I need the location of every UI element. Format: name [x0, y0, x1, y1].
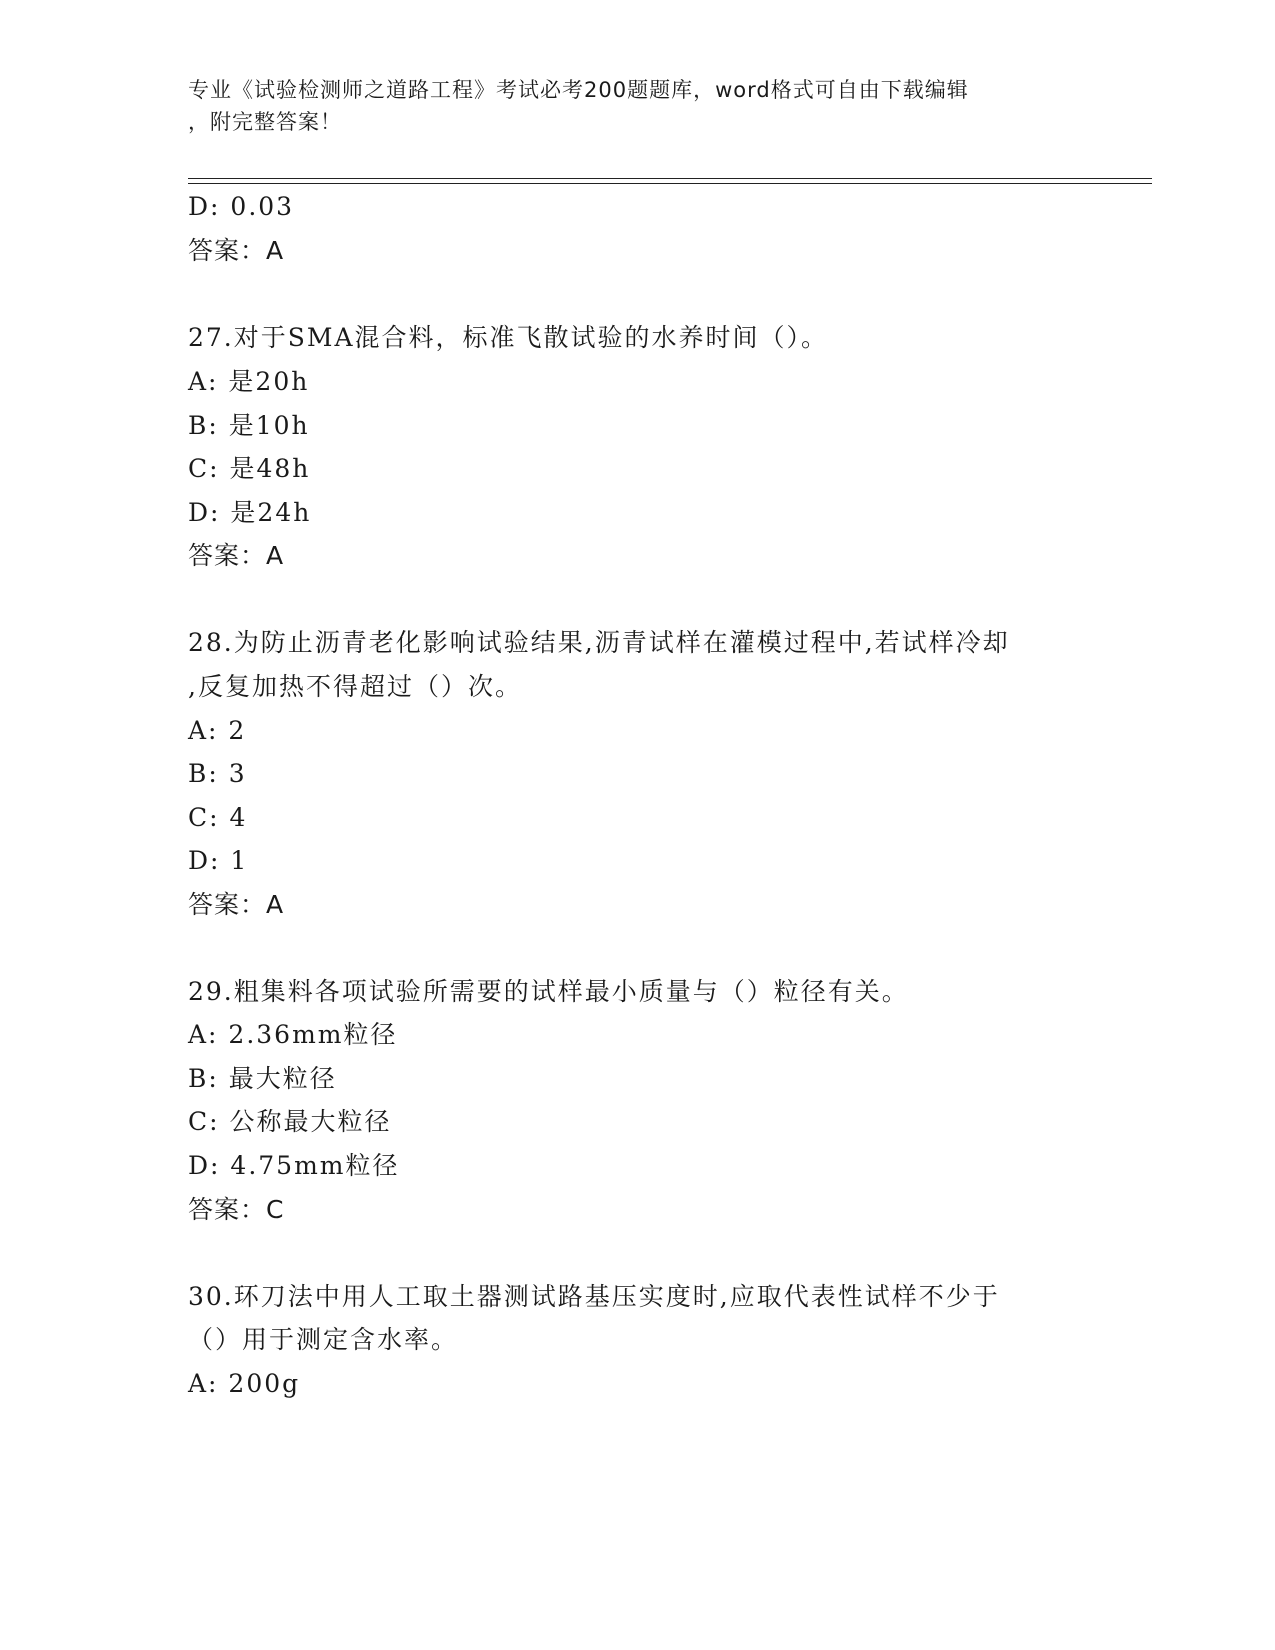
question-28-answer: 答案：A [188, 890, 285, 919]
prev-question-answer: 答案：A [188, 236, 285, 265]
header-divider-top [188, 178, 1152, 179]
header-title-line-2: ，附完整答案！ [188, 110, 342, 134]
question-27-option-b: B: 是10h [188, 411, 310, 440]
question-29-option-d: D: 4.75mm粒径 [188, 1151, 400, 1180]
question-30-stem-line-2: （）用于测定含水率。 [188, 1325, 459, 1354]
question-27-option-a: A: 是20h [188, 367, 310, 396]
question-28-option-b: B: 3 [188, 759, 247, 788]
question-29-answer: 答案：C [188, 1195, 285, 1224]
question-27-option-d: D: 是24h [188, 498, 312, 527]
question-27-stem: 27.对于SMA混合料，标准飞散试验的水养时间（）。 [188, 323, 829, 352]
question-27-option-c: C: 是48h [188, 454, 311, 483]
question-29-stem: 29.粗集料各项试验所需要的试样最小质量与（）粒径有关。 [188, 977, 909, 1006]
prev-question-option-d: D: 0.03 [188, 192, 295, 221]
question-28-option-c: C: 4 [188, 803, 248, 832]
question-29-option-c: C: 公称最大粒径 [188, 1107, 392, 1136]
header-title-line-1: 专业《试验检测师之道路工程》考试必考200题题库，word格式可自由下载编辑 [188, 78, 969, 102]
question-28-option-a: A: 2 [188, 716, 247, 745]
header-divider-bottom [188, 183, 1152, 184]
question-27-answer: 答案：A [188, 541, 285, 570]
question-29-option-b: B: 最大粒径 [188, 1064, 337, 1093]
document-header [188, 74, 1068, 138]
question-30-option-a: A: 200g [188, 1369, 301, 1398]
question-28-option-d: D: 1 [188, 846, 249, 875]
question-29-option-a: A: 2.36mm粒径 [188, 1020, 398, 1049]
question-30-stem-line-1: 30.环刀法中用人工取土器测试路基压实度时,应取代表性试样不少于 [188, 1282, 1000, 1311]
question-28-stem-line-2: ,反复加热不得超过（）次。 [188, 672, 522, 701]
question-28-stem-line-1: 28.为防止沥青老化影响试验结果,沥青试样在灌模过程中,若试样冷却 [188, 628, 1010, 657]
